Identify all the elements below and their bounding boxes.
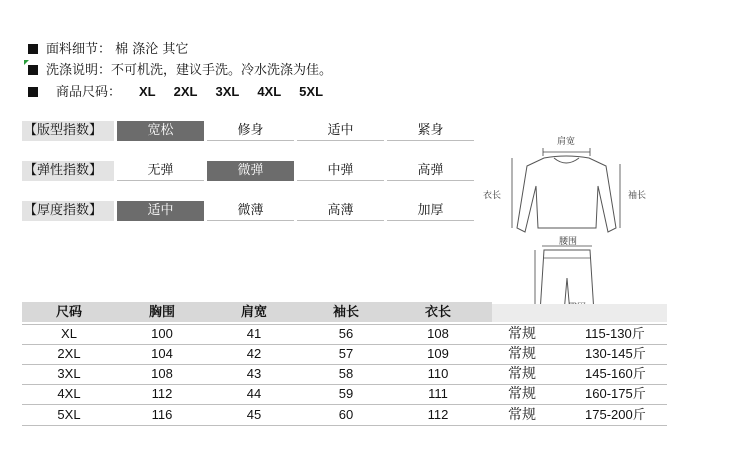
wash-instructions [28,62,332,80]
table-cell-chest: 116 [151,407,173,422]
table-cell-weight: 115-130斤 [585,326,645,341]
size-code: 3XL [215,84,240,99]
table-cell-fit: 常规 [508,407,536,423]
table-cell-size: 2XL [57,346,81,361]
fit-option: 修身 [207,121,294,141]
table-cell-shoulder: 45 [246,407,262,422]
table-cell-length: 108 [427,326,449,341]
table-cell-chest: 112 [151,386,173,401]
table-cell-length: 110 [427,366,449,381]
table-cell-sleeve: 56 [338,326,354,341]
waist-label: 腰围 [559,237,578,247]
table-header-extra [492,304,667,322]
thickness-index-label: 【厚度指数】 [22,201,114,221]
table-cell-shoulder: 44 [246,386,262,401]
header-chest: 胸围 [148,305,175,320]
table-cell-sleeve: 60 [338,407,354,422]
table-cell-length: 112 [427,407,449,422]
table-cell-fit: 常规 [508,386,536,402]
table-cell-size: 5XL [57,407,81,422]
thickness-option: 适中 [117,201,204,221]
shoulder-label: 肩宽 [557,137,576,147]
size-code: 5XL [299,84,324,99]
wash-text: 洗涤说明：不可机洗，建议手洗。冷水洗涤为佳。 [46,63,333,78]
row-divider [22,425,667,426]
table-cell-fit: 常规 [508,346,536,362]
elasticity-index-row [22,161,474,181]
table-cell-length: 111 [428,386,448,401]
elasticity-option: 无弹 [117,161,204,181]
size-code: XL [139,84,156,99]
fabric-text: 面料细节： 棉 涤沦 其它 [46,42,189,57]
fit-option: 适中 [297,121,384,141]
table-cell-sleeve: 57 [338,346,354,361]
elasticity-option: 微弹 [207,161,294,181]
table-cell-size: XL [61,326,77,341]
header-sleeve: 袖长 [332,305,359,320]
table-cell-shoulder: 43 [246,366,262,381]
header-length: 衣长 [424,305,451,320]
elasticity-index-label: 【弹性指数】 [22,161,114,181]
header-size: 尺码 [55,305,82,320]
table-cell-size: 3XL [57,366,81,381]
thickness-index-row [22,201,474,221]
header-shoulder: 肩宽 [240,305,267,320]
product-sizes [28,83,341,101]
measurement-diagram [480,128,655,313]
table-cell-weight: 130-145斤 [585,346,646,361]
fit-index-row [22,121,474,141]
table-cell-weight: 175-200斤 [585,407,646,422]
table-cell-size: 4XL [57,386,81,401]
fit-option: 紧身 [387,121,474,141]
fit-option: 宽松 [117,121,204,141]
thickness-option: 高薄 [297,201,384,221]
table-cell-chest: 104 [151,346,173,361]
garment-sketch-icon [480,128,655,313]
table-cell-shoulder: 42 [246,346,262,361]
bullet-square-icon [28,44,38,54]
elasticity-option: 中弹 [297,161,384,181]
table-cell-weight: 160-175斤 [585,386,646,401]
table-cell-fit: 常规 [508,326,536,342]
size-label: 商品尺码： [56,85,122,100]
table-cell-fit: 常规 [508,366,536,382]
thickness-option: 加厚 [387,201,474,221]
size-code: 4XL [257,84,282,99]
size-code: 2XL [173,84,198,99]
length-label: 衣长 [483,191,502,201]
table-cell-sleeve: 58 [338,366,354,381]
fabric-detail [28,41,188,59]
table-cell-length: 109 [427,346,449,361]
bullet-square-icon [28,65,38,75]
table-cell-weight: 145-160斤 [585,366,646,381]
bullet-square-icon [28,87,38,97]
table-cell-chest: 108 [151,366,173,381]
elasticity-option: 高弹 [387,161,474,181]
table-cell-sleeve: 59 [338,386,354,401]
table-cell-chest: 100 [151,326,173,341]
sleeve-label: 袖长 [628,191,647,201]
thickness-option: 微薄 [207,201,294,221]
fit-index-label: 【版型指数】 [22,121,114,141]
table-cell-shoulder: 41 [246,326,262,341]
